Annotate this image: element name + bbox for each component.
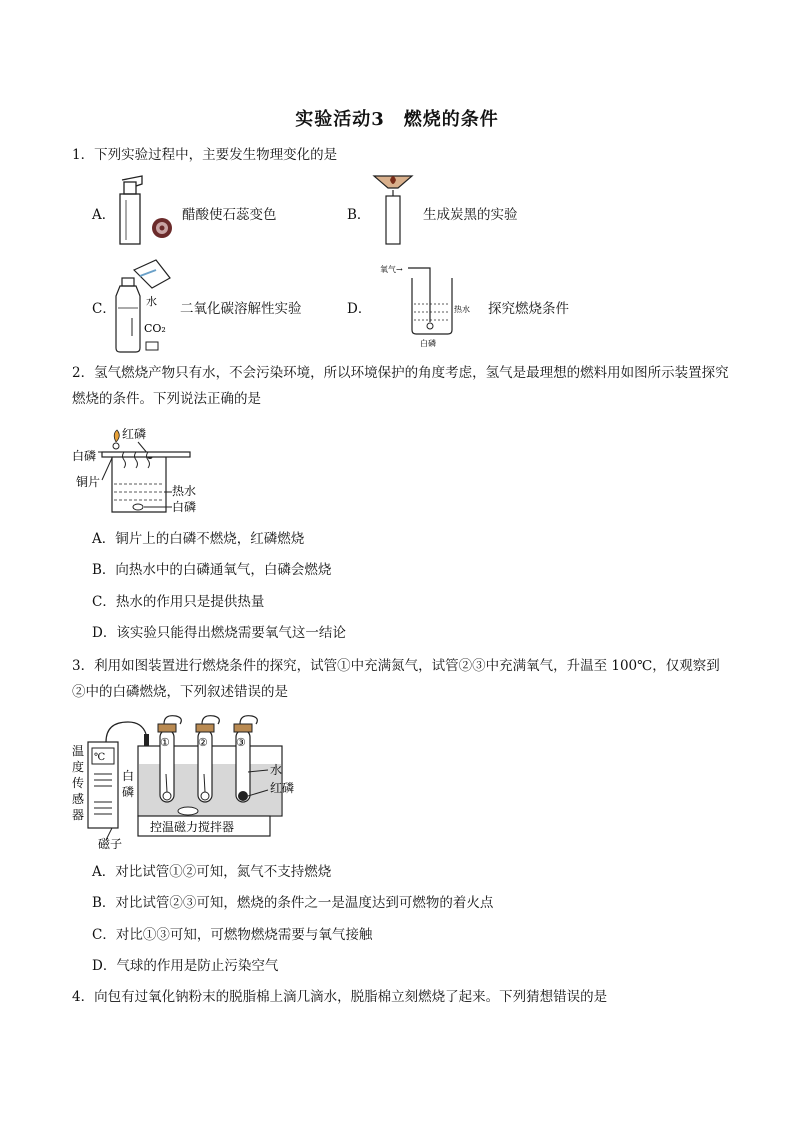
q1-option-a-text: 醋酸使石蕊变色 [182,207,277,223]
q3-option-a: A．对比试管①②可知，氮气不支持燃烧 [92,864,332,880]
svg-text:感: 感 [72,792,85,806]
q1-option-c-letter: C． [92,301,116,317]
svg-text:温: 温 [72,744,85,758]
copper-plate-figure [72,420,212,520]
svg-text:传: 传 [72,776,85,790]
candle-figure [370,170,416,248]
white-p-bottom-label: 白磷 [172,500,197,514]
q2-option-d: D．该实验只能得出燃烧需要氧气这一结论 [92,625,346,641]
hot-water-label: 热水 [172,484,197,498]
q1-option-d-letter: D． [347,301,372,317]
svg-text:红磷: 红磷 [270,781,295,795]
q1-option-b-letter: B． [347,207,371,223]
svg-text:器: 器 [72,808,85,822]
svg-text:控温磁力搅拌器: 控温磁力搅拌器 [150,820,235,834]
svg-text:℃: ℃ [94,752,106,763]
page-title: 实验活动3 燃烧的条件 [295,109,499,130]
svg-text:白: 白 [122,769,135,783]
svg-text:①: ① [160,736,170,749]
white-p-label: 白磷 [420,339,436,348]
white-p-top-label: 白磷 [72,449,97,463]
svg-text:水: 水 [146,295,157,308]
q3-option-d: D．气球的作用是防止污染空气 [92,958,279,974]
svg-text:水: 水 [270,763,283,777]
copper-label: 铜片 [76,475,101,489]
q3-stem: 3．利用如图装置进行燃烧条件的探究，试管①中充满氮气，试管②③中充满氧气，升温至 100℃，仅观察到②中的白磷燃烧，下列叙述错误的是 [72,658,720,700]
spray-bottle-figure [112,172,182,248]
test-tube-apparatus-figure [72,712,312,852]
beaker-figure [378,260,482,348]
q2-option-c: C．热水的作用只是提供热量 [92,594,265,610]
red-p-label: 红磷 [122,427,147,441]
svg-text:磁子: 磁子 [98,837,123,851]
svg-text:③: ③ [236,736,246,749]
q2-option-b: B．向热水中的白磷通氧气，白磷会燃烧 [92,562,332,578]
q1-stem: 1．下列实验过程中，主要发生物理变化的是 [72,147,338,163]
oxygen-label: 氧气→ [380,265,403,274]
q2-stem: 2．氢气燃烧产物只有水，不会污染环境，所以环境保护的角度考虑，氢气是最理想的燃料用如图所示装置探究燃烧的条件。下列说法正确的是 [72,365,729,407]
q2-option-a: A．铜片上的白磷不燃烧，红磷燃烧 [92,531,305,547]
q3-option-b: B．对比试管②③可知，燃烧的条件之一是温度达到可燃物的着火点 [92,895,494,911]
co2-bottle-figure [112,256,178,356]
q1-option-b-text: 生成炭黑的实验 [423,207,518,223]
q1-option-d-text: 探究燃烧条件 [488,301,569,317]
svg-text:磷: 磷 [122,785,135,799]
q1-option-a-letter: A． [92,207,116,223]
q1-option-c-text: 二氧化碳溶解性实验 [180,301,302,317]
q4-stem: 4．向包有过氧化钠粉末的脱脂棉上滴几滴水，脱脂棉立刻燃烧了起来。下列猜想错误的是 [72,989,608,1005]
svg-text:CO₂: CO₂ [144,322,166,335]
q3-option-c: C．对比①③可知，可燃物燃烧需要与氧气接触 [92,927,373,943]
svg-text:度: 度 [72,760,85,774]
hot-water-label: 热水 [454,305,470,314]
svg-text:②: ② [198,736,208,749]
